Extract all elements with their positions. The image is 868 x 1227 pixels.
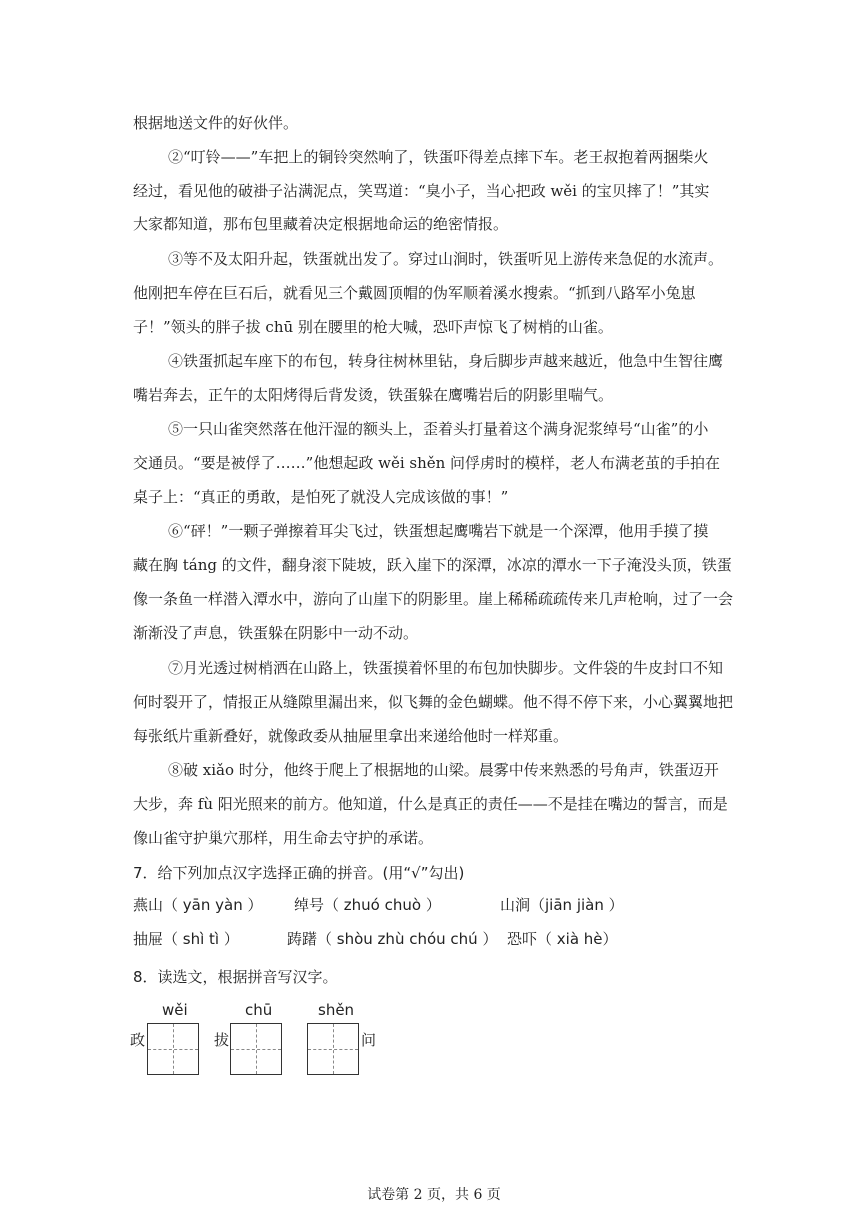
passage-line: 大步，奔 fù 阳光照来的前方。他知道，什么是真正的责任——不是挂在嘴边的誓言，而是 xyxy=(133,795,728,813)
q7-word: 山涧 xyxy=(500,896,531,914)
passage-line: 经过，看见他的破褂子沾满泥点，笑骂道：“臭小子，当心把政 wěi 的宝贝摔了！”其实 xyxy=(133,182,710,200)
q7-word: 恐吓 xyxy=(507,930,538,948)
passage-line: ③等不及太阳升起，铁蛋就出发了。穿过山涧时，铁蛋听见上游传来急促的水流声。 xyxy=(168,250,724,268)
q7-word: 踌躇 xyxy=(287,930,318,948)
passage-line: ⑧破 xiǎo 时分，他终于爬上了根据地的山梁。晨雾中传来熟悉的号角声，铁蛋迈开 xyxy=(168,761,719,779)
q8-pinyin: shěn xyxy=(318,1001,355,1019)
passage-line: 渐渐没了声息，铁蛋躲在阴影中一动不动。 xyxy=(133,624,419,642)
passage-line: ④铁蛋抓起车座下的布包，转身往树林里钻，身后脚步声越来越近，他急中生智往鹰 xyxy=(168,352,724,370)
q8-prefix-char: 拔 xyxy=(214,1031,230,1049)
passage-line: 像山雀守护巢穴那样，用生命去守护的承诺。 xyxy=(133,829,434,847)
q7-options[interactable]: （ shòu zhù chóu chú ） xyxy=(317,930,498,948)
q7-item[interactable] xyxy=(294,894,441,915)
writing-box[interactable] xyxy=(307,1023,359,1075)
q7-item[interactable] xyxy=(133,894,262,915)
q8-pinyin: chū xyxy=(245,1001,273,1019)
question-8-title: 8．读选文，根据拼音写汉字。 xyxy=(133,968,338,986)
q7-options[interactable]: （ yān yàn ） xyxy=(163,896,263,914)
passage-line: 子！”领头的胖子拔 chū 别在腰里的枪大喊，恐吓声惊飞了树梢的山雀。 xyxy=(133,318,613,336)
passage-line: ⑥“砰！”一颗子弹擦着耳尖飞过，铁蛋想起鹰嘴岩下就是一个深潭，他用手摸了摸 xyxy=(168,522,709,540)
q8-suffix-char: 问 xyxy=(361,1031,377,1049)
q7-options[interactable]: （ xià hè） xyxy=(537,930,618,948)
question-7-title: 7．给下列加点汉字选择正确的拼音。(用“√”勾出) xyxy=(133,864,465,882)
q8-pinyin: wěi xyxy=(162,1001,188,1019)
passage-line: 根据地送文件的好伙伴。 xyxy=(133,114,299,132)
q7-item[interactable] xyxy=(287,928,497,949)
q7-item[interactable] xyxy=(507,928,618,949)
passage-line: 交通员。“要是被俘了……”他想起政 wěi shěn 问俘虏时的模样，老人布满老茧的手拍在 xyxy=(133,454,721,472)
q7-options[interactable]: （ zhuó chuò ） xyxy=(324,896,441,914)
passage-line: 何时裂开了，情报正从缝隙里漏出来，似飞舞的金色蝴蝶。他不得不停下来，小心翼翼地把 xyxy=(133,693,734,711)
q7-item[interactable] xyxy=(500,894,624,915)
passage-line: 大家都知道，那布包里藏着决定根据地命运的绝密情报。 xyxy=(133,215,509,233)
passage-line: 藏在胸 táng 的文件，翻身滚下陡坡，跃入崖下的深潭，冰凉的潭水一下子淹没头顶，铁蛋 xyxy=(133,556,732,574)
passage-line: ⑤一只山雀突然落在他汗湿的额头上，歪着头打量着这个满身泥浆绰号“山雀”的小 xyxy=(168,420,709,438)
q7-word: 抽屉 xyxy=(133,930,164,948)
passage-line: 每张纸片重新叠好，就像政委从抽屉里拿出来递给他时一样郑重。 xyxy=(133,727,569,745)
page-footer: 试卷第 2 页，共 6 页 xyxy=(367,1187,501,1203)
writing-box[interactable] xyxy=(230,1023,282,1075)
q8-prefix-char: 政 xyxy=(130,1031,146,1049)
q7-options[interactable]: （ shì tì ） xyxy=(163,930,239,948)
passage-line: 像一条鱼一样潜入潭水中，游向了山崖下的阴影里。崖上稀稀疏疏传来几声枪响，过了一会 xyxy=(133,590,734,608)
passage-line: 他刚把车停在巨石后，就看见三个戴圆顶帽的伪军顺着溪水搜索。“抓到八路军小兔崽 xyxy=(133,284,696,302)
q7-options[interactable]: （jiān jiàn ） xyxy=(530,896,624,914)
passage-line: 桌子上：“真正的勇敢，是怕死了就没人完成该做的事！” xyxy=(133,488,509,506)
writing-box[interactable] xyxy=(147,1023,199,1075)
q7-word: 燕山 xyxy=(133,896,164,914)
passage-line: 嘴岩奔去，正午的太阳烤得后背发烫，铁蛋躲在鹰嘴岩后的阴影里喘气。 xyxy=(133,386,614,404)
passage-line: ⑦月光透过树梢洒在山路上，铁蛋摸着怀里的布包加快脚步。文件袋的牛皮封口不知 xyxy=(168,659,724,677)
q7-item[interactable] xyxy=(133,928,239,949)
passage-line: ②“叮铃——”车把上的铜铃突然响了，铁蛋吓得差点摔下车。老王叔抱着两捆柴火 xyxy=(168,148,709,166)
q7-word: 绰号 xyxy=(294,896,325,914)
